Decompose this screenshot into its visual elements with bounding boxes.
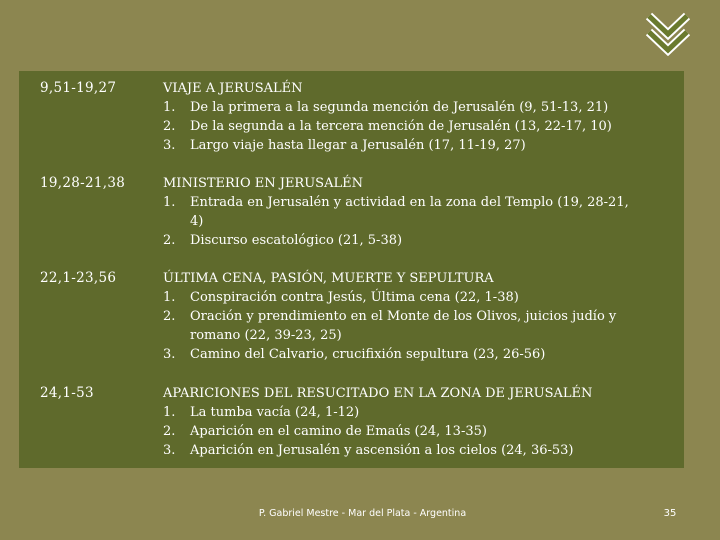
section-reference: 22,1-23,56 bbox=[40, 270, 117, 286]
section-title: ÚLTIMA CENA, PASIÓN, MUERTE Y SEPULTURA bbox=[163, 271, 494, 286]
section-content bbox=[163, 269, 633, 364]
list-item: 3. Camino del Calvario, crucifixión sepultura (23, 26-56) bbox=[163, 347, 546, 362]
section-list bbox=[163, 98, 633, 155]
list-item: 2. Oración y prendimiento en el Monte de los Olivos, juicios judío y romano (22, 39-23, 25) bbox=[163, 309, 617, 343]
section-content bbox=[163, 174, 633, 250]
list-item: 2. Aparición en el camino de Emaús (24, 13-35) bbox=[163, 424, 487, 439]
section-content bbox=[163, 384, 633, 460]
list-item: 1. De la primera a la segunda mención de Jerusalén (9, 51-13, 21) bbox=[163, 100, 609, 115]
list-item: 1. Entrada en Jerusalén y actividad en la zona del Templo (19, 28-21, 4) bbox=[163, 195, 629, 229]
list-item: 2. De la segunda a la tercera mención de Jerusalén (13, 22-17, 10) bbox=[163, 119, 612, 134]
list-item: 1. Conspiración contra Jesús, Última cena (22, 1-38) bbox=[163, 290, 519, 305]
outline-table bbox=[19, 71, 684, 468]
section-list bbox=[163, 288, 633, 364]
section-list bbox=[163, 193, 633, 250]
list-item: 3. Aparición en Jerusalén y ascensión a los cielos (24, 36-53) bbox=[163, 443, 574, 458]
section-title: VIAJE A JERUSALÉN bbox=[163, 81, 303, 96]
footer-credit: P. Gabriel Mestre - Mar del Plata - Argentina bbox=[258, 508, 467, 519]
list-item: 2. Discurso escatológico (21, 5-38) bbox=[163, 233, 403, 248]
section-content bbox=[163, 79, 633, 155]
page-number: 35 bbox=[663, 508, 677, 519]
list-item: 3. Largo viaje hasta llegar a Jerusalén (17, 11-19, 27) bbox=[163, 138, 526, 153]
double-chevron-down-icon[interactable] bbox=[646, 12, 690, 56]
section-title: MINISTERIO EN JERUSALÉN bbox=[163, 176, 363, 191]
section-reference: 9,51-19,27 bbox=[40, 80, 117, 96]
section-reference: 19,28-21,38 bbox=[40, 175, 126, 191]
section-reference: 24,1-53 bbox=[40, 385, 94, 401]
list-item: 1. La tumba vacía (24, 1-12) bbox=[163, 405, 360, 420]
section-title: APARICIONES DEL RESUCITADO EN LA ZONA DE JERUSALÉN bbox=[163, 386, 593, 401]
section-list bbox=[163, 403, 633, 460]
